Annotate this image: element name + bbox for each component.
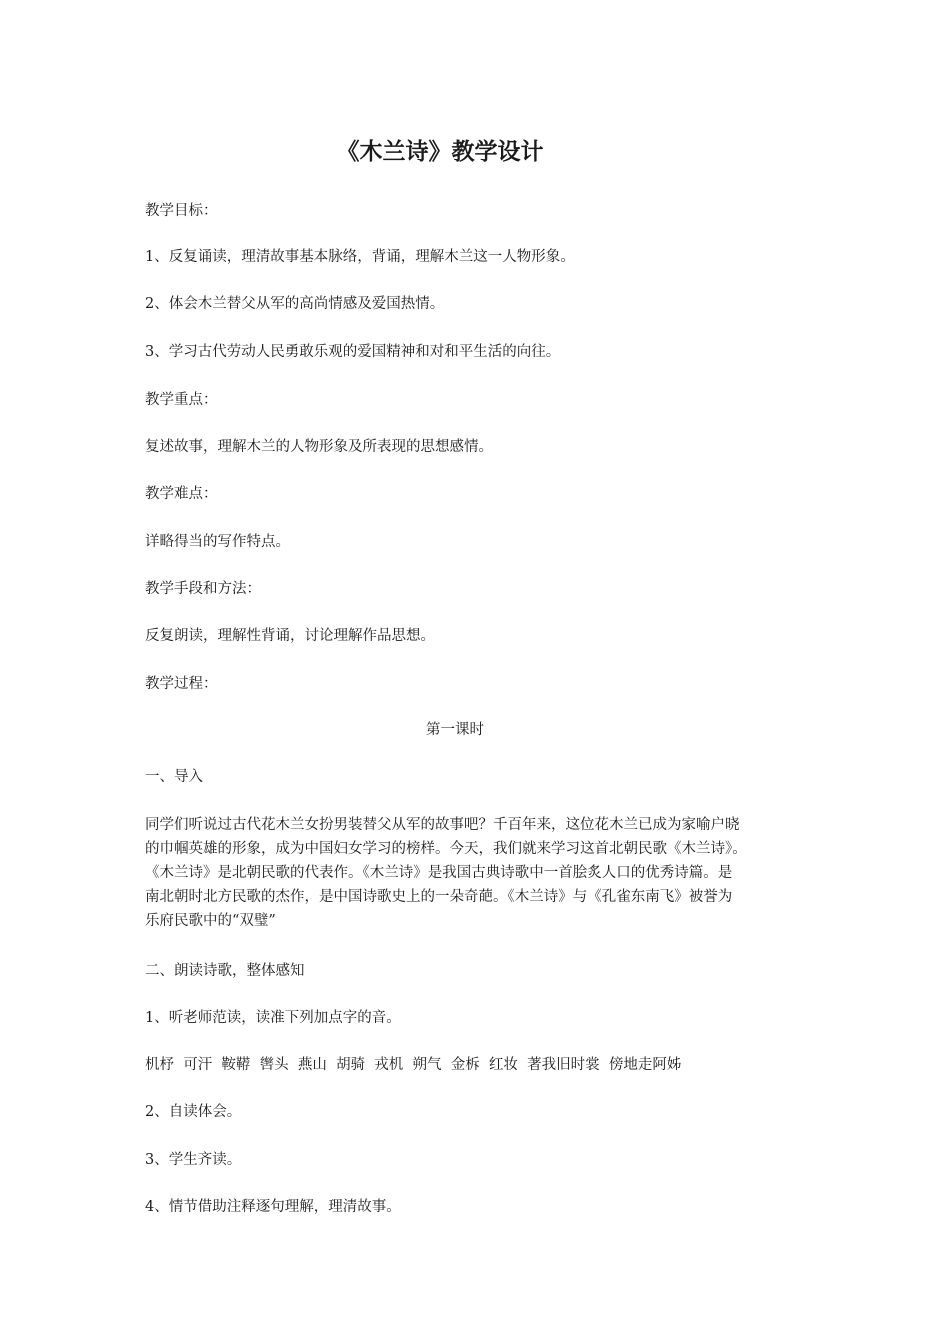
process-heading: 教学过程： [145,676,218,692]
key-points-text: 复述故事，理解木兰的人物形象及所表现的思想感情。 [145,439,493,455]
step-1: 1、听老师范读，读准下列加点字的音。 [145,1010,401,1026]
intro-line-4: 南北朝时北方民歌的杰作，是中国诗歌史上的一朵奇葩。《木兰诗》与《孔雀东南飞》被誉为 [145,889,733,905]
intro-line-3: 《木兰诗》是北朝民歌的代表作。《木兰诗》是我国古典诗歌中一首脍炙人口的优秀诗篇。是 [145,865,733,881]
lesson-label: 第一课时 [426,722,484,738]
document-title: 《木兰诗》教学设计 [336,139,544,165]
step-3: 3、学生齐读。 [145,1152,242,1168]
section-1-heading: 一、导入 [145,769,203,785]
methods-text: 反复朗读，理解性背诵，讨论理解作品思想。 [145,628,435,644]
difficulties-heading: 教学难点： [145,486,218,502]
difficulties-text: 详略得当的写作特点。 [145,534,290,550]
section-2-heading: 二、朗读诗歌，整体感知 [145,963,305,979]
intro-paragraph [145,813,810,933]
intro-line-2: 的巾帼英雄的形象，成为中国妇女学习的榜样。今天，我们就来学习这首北朝民歌《木兰诗》。 [145,841,747,857]
step-4: 4、情节借助注释逐句理解，理清故事。 [145,1199,401,1215]
intro-line-5: 乐府民歌中的“双璧” [145,913,276,929]
objective-item-1: 1、反复诵读，理清故事基本脉络，背诵，理解木兰这一人物形象。 [145,249,575,265]
objective-item-2: 2、体会木兰替父从军的高尚情感及爱国热情。 [145,296,445,312]
objectives-heading: 教学目标： [145,203,218,219]
pronunciation-words: 机杼 可汗 鞍鞯 辔头 燕山 胡骑 戎机 朔气 金柝 红妆 著我旧时裳 傍地走阿姊 [145,1057,682,1073]
step-2: 2、自读体会。 [145,1104,242,1120]
methods-heading: 教学手段和方法： [145,581,261,597]
intro-line-1: 同学们听说过古代花木兰女扮男装替父从军的故事吧？千百年来，这位花木兰已成为家喻户晓 [145,817,740,833]
objective-item-3: 3、学习古代劳动人民勇敢乐观的爱国精神和对和平生活的向往。 [145,344,561,360]
key-points-heading: 教学重点： [145,392,218,408]
